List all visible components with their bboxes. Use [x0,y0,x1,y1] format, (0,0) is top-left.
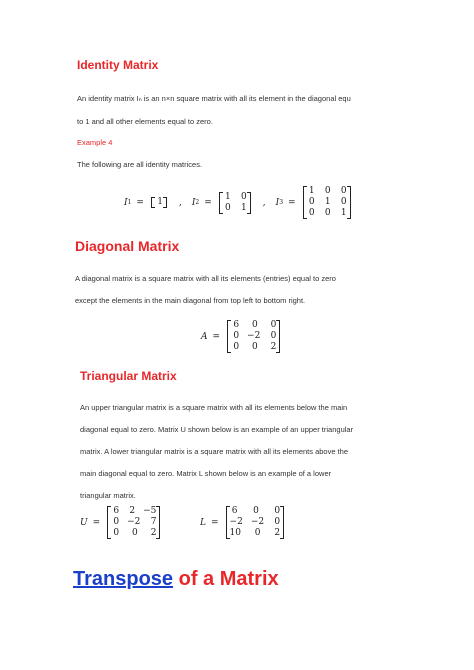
triangular-line-5: triangular matrix. [80,491,136,500]
equals-sign: = [136,197,144,208]
equals-sign: = [204,197,212,208]
matrix-symbol-a: A [201,331,208,342]
matrix-cell: −2 [229,517,243,527]
triangular-heading: Triangular Matrix [80,369,177,383]
matrix-cell: −5 [143,506,157,516]
matrix-cell: 0 [270,331,277,341]
diagonal-heading: Diagonal Matrix [75,238,180,254]
upper-triangular-equation [80,506,162,539]
identity-symbol-3: I [275,197,280,208]
separator: , [262,197,266,208]
matrix-i1 [151,197,167,208]
lower-triangular-equation [200,506,286,539]
identity-paragraph-line2: to 1 and all other elements equal to zero. [77,117,213,126]
matrix-cell: 6 [231,506,238,516]
matrix-l [226,506,285,539]
separator: , [178,197,182,208]
matrix-cell: 0 [274,506,281,516]
matrix-cell: 0 [324,208,331,218]
matrix-cell: 0 [251,342,258,352]
triangular-line-4: main diagonal equal to zero. Matrix L shown below is an example of a lower [80,469,332,478]
identity-matrices-equation [124,186,353,219]
matrix-cell: 0 [113,517,120,527]
matrix-cell: 0 [308,208,315,218]
matrix-cell: 0 [270,320,277,330]
matrix-cell: 0 [132,528,138,538]
matrix-cell: 1 [340,208,347,218]
equals-sign: = [212,331,221,342]
identity-symbol-1: I [124,197,128,208]
identity-symbol-2: I [191,197,196,208]
matrix-cell: 6 [113,506,120,516]
diagonal-paragraph-line1: A diagonal matrix is a square matrix with all its elements (entries) equal to zero [75,274,336,283]
matrix-cell: 0 [253,506,259,516]
transpose-heading-rest: of a Matrix [173,568,279,590]
transpose-link[interactable]: Transpose [73,568,174,590]
matrix-cell: −2 [127,517,141,527]
identity-subscript-1: 1 [127,199,132,206]
matrix-cell: 0 [225,202,231,213]
matrix-cell: 1 [324,197,331,207]
identity-heading: Identity Matrix [77,58,159,72]
matrix-cell: 0 [241,191,247,202]
diagonal-equation [201,320,282,353]
matrix-cell: 0 [113,528,120,538]
matrix-cell: 0 [251,320,258,330]
matrix-cell: 0 [254,528,261,538]
triangular-line-3: matrix. A lower triangular matrix is a square matrix with all its elements above the [80,447,349,456]
transpose-heading [73,568,279,591]
example-label: Example 4 [77,138,113,147]
matrix-cell: −2 [250,517,265,527]
matrix-cell: 0 [274,517,281,527]
identity-paragraph-line1: An identity matrix Iₙ is an n×n square matrix with all its element in the diagonal equ [77,94,351,103]
matrix-cell: 0 [308,197,315,207]
matrix-u [107,506,160,539]
matrix-cell: 1 [241,202,247,213]
matrix-cell: 2 [270,342,277,352]
equals-sign: = [288,197,296,208]
matrix-cell: 0 [340,186,347,196]
matrix-cell: 0 [340,197,347,207]
matrix-i3 [303,186,351,219]
matrix-cell: 2 [129,506,136,516]
identity-lead: The following are all identity matrices. [77,160,203,169]
matrix-cell: 1 [225,191,231,202]
matrix-symbol-l: L [200,517,206,528]
diagonal-paragraph-line2: except the elements in the main diagonal from top left to bottom right. [75,296,306,305]
matrix-cell: 10 [229,528,241,538]
identity-subscript-3: 3 [279,199,284,206]
matrix-cell: 0 [233,331,240,341]
triangular-line-2: diagonal equal to zero. Matrix U shown below is an example of an upper triangular [80,425,354,434]
matrix-cell: 2 [150,528,157,538]
matrix-cell: −2 [247,331,261,341]
matrix-cell: 1 [308,186,315,196]
matrix-cell: 7 [150,517,157,527]
matrix-i2 [219,192,251,214]
matrix-cell: 0 [324,186,331,196]
matrix-symbol-u: U [80,517,88,528]
matrix-a [227,320,280,353]
equals-sign: = [92,517,101,528]
triangular-line-1: An upper triangular matrix is a square matrix with all its elements below the main [80,403,348,412]
matrix-cell: 6 [233,320,240,330]
matrix-cell: 2 [274,528,281,538]
matrix-cell: 1 [157,197,163,207]
equals-sign: = [210,517,219,528]
matrix-cell: 0 [233,342,240,352]
identity-subscript-2: 2 [195,199,200,206]
